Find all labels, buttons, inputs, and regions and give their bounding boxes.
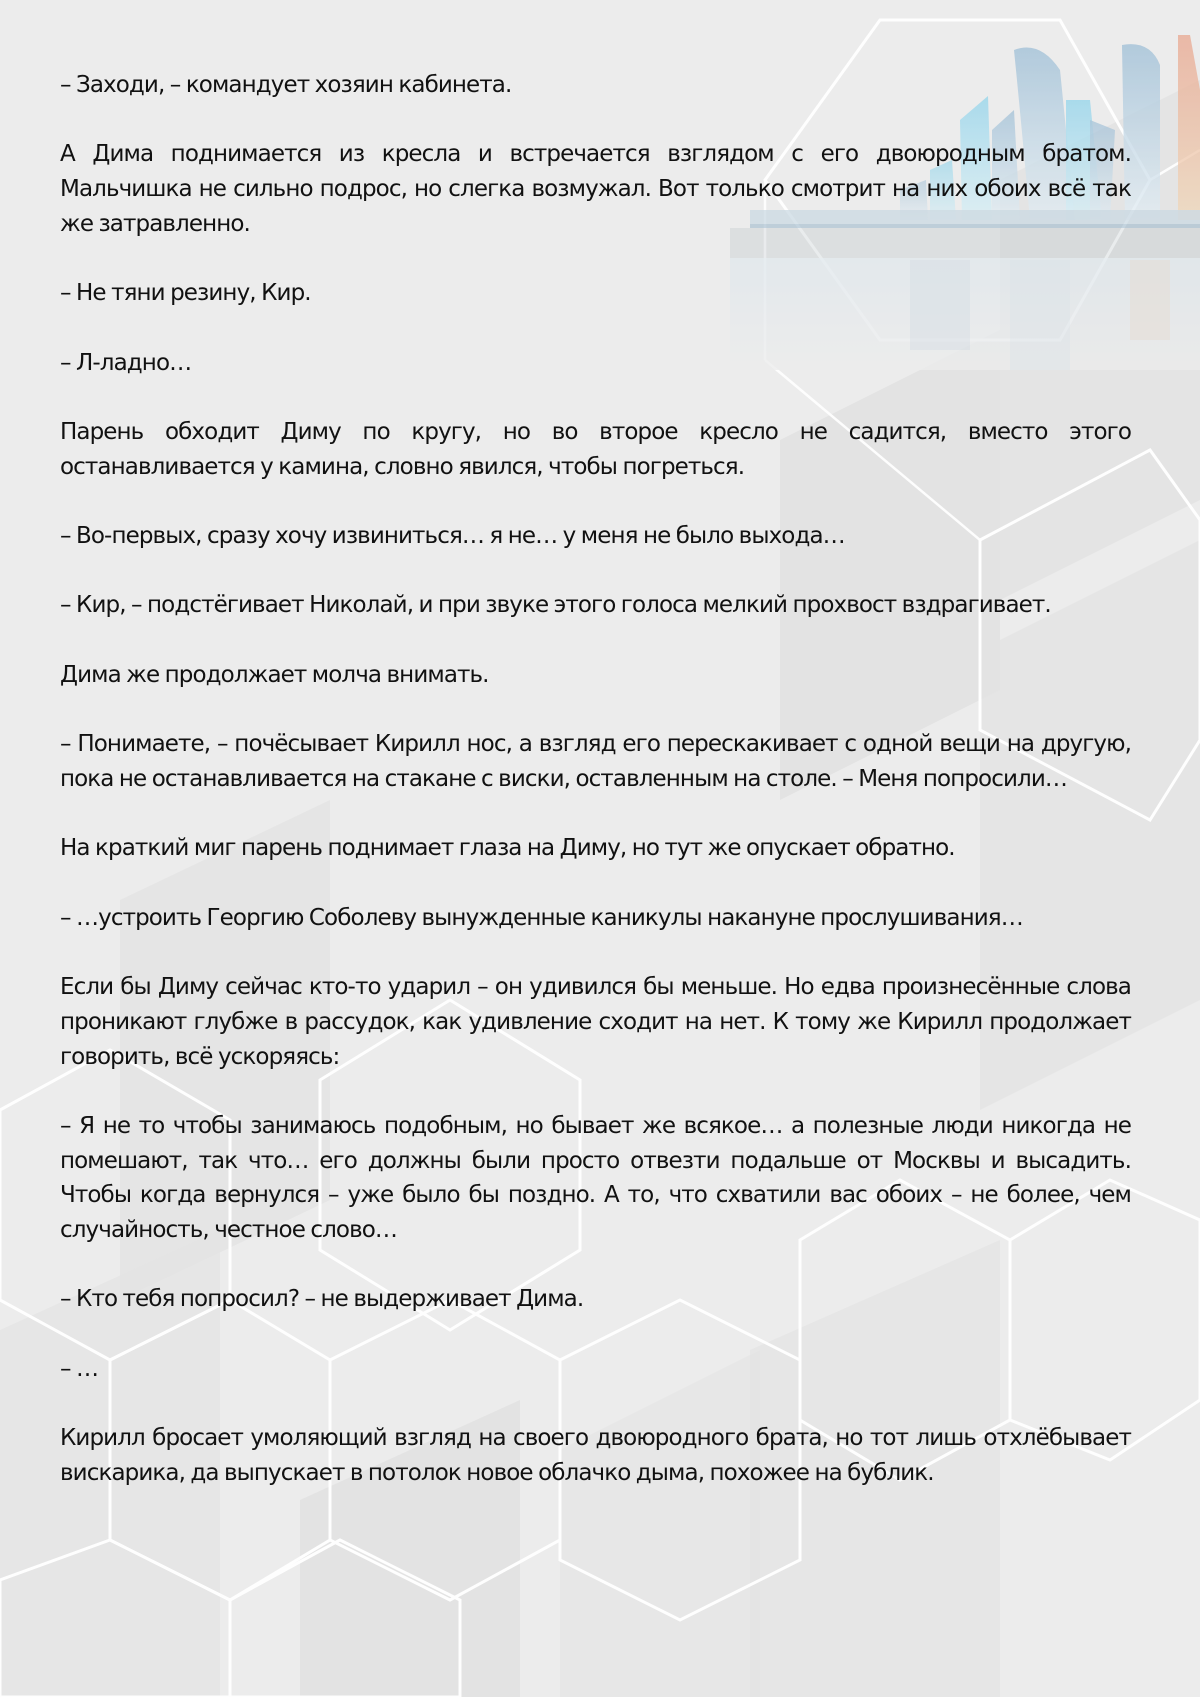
paragraph: На краткий миг парень поднимает глаза на Диму, но тут же опускает обратно. xyxy=(60,835,955,862)
document-body xyxy=(60,68,1131,1525)
paragraph: А Дима поднимается из кресла и встречается взглядом с его двоюродным братом. Мальчишка не сильно подрос, но слегка возмужал. Вот только смотрит на них обоих всё так же затравленно. xyxy=(60,141,1131,237)
paragraph: – Не тяни резину, Кир. xyxy=(60,280,311,307)
paragraph: – Заходи, – командует хозяин кабинета. xyxy=(60,72,512,98)
paragraph: – Понимаете, – почёсывает Кирилл нос, а взгляд его перескакивает с одной вещи на другую, пока не останавливается на стакане с виски, оставленным на столе. – Меня попросили… xyxy=(60,731,1131,792)
paragraph: Кирилл бросает умоляющий взгляд на своего двоюродного брата, но тот лишь отхлёбывает вискарика, да выпускает в потолок новое облачко дыма, похожее на бублик. xyxy=(60,1425,1131,1486)
paragraph: – Кто тебя попросил? – не выдерживает Дима. xyxy=(60,1286,584,1313)
paragraph: – Л-ладно… xyxy=(60,349,192,376)
paragraph: Дима же продолжает молча внимать. xyxy=(60,661,489,688)
paragraph: Если бы Диму сейчас кто-то ударил – он удивился бы меньше. Но едва произнесённые слова проникают глубже в рассудок, как удивление сходит на нет. К тому же Кирилл продолжает говорить, всё ускоряясь: xyxy=(60,974,1131,1070)
paragraph: Парень обходит Диму по кругу, но во второе кресло не садится, вместо этого останавливается у камина, словно явился, чтобы погреться. xyxy=(60,418,1131,480)
paragraph: – …устроить Георгию Соболеву вынужденные каникулы накануне прослушивания… xyxy=(60,904,1023,931)
paragraph: – Во-первых, сразу хочу извиниться… я не… у меня не было выхода… xyxy=(60,523,845,550)
paragraph: – Я не то чтобы занимаюсь подобным, но бывает же всякое… а полезные люди никогда не помешают, так что… его должны были просто отвезти подальше от Москвы и высадить. Чтобы когда вернулся – уже было бы поздно. А то, что схватили вас обоих – не более, чем случайность, честное слово… xyxy=(60,1112,1131,1244)
paragraph: – Кир, – подстёгивает Николай, и при звуке этого голоса мелкий прохвост вздрагивает. xyxy=(60,592,1051,619)
paragraph: – … xyxy=(60,1355,99,1382)
